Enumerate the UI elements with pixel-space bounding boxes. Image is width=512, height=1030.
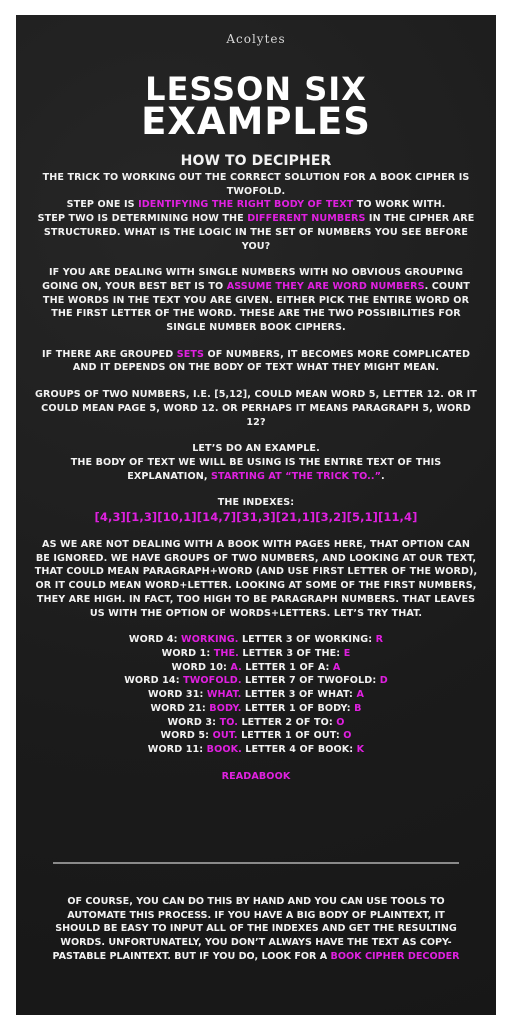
step-word: A.: [230, 661, 242, 673]
example-b-highlight: STARTING AT “THE TRICK TO..”: [211, 470, 382, 482]
grouped-paragraph: [34, 348, 478, 375]
book-cipher-decoder-highlight: BOOK CIPHER DECODER: [330, 950, 460, 962]
step-word: OUT.: [212, 730, 238, 742]
step-letter: A: [332, 661, 341, 673]
step-word: WHAT.: [206, 689, 242, 701]
footer-paragraph: [46, 895, 466, 964]
step-word: BODY.: [209, 702, 242, 714]
intro-b-pre: STEP ONE IS: [66, 199, 139, 211]
example-paragraph: [34, 442, 478, 483]
step-letter: E: [343, 647, 351, 659]
step-word-number: WORD 1:: [161, 647, 214, 659]
indexes-value: [4,3][1,3][10,1][14,7][31,3][21,1][3,2][5,1][11,4]: [94, 510, 418, 525]
step-word: TWOFOLD.: [183, 675, 242, 687]
step-word-number: WORD 3:: [167, 716, 220, 728]
example-b-pre: THE BODY OF TEXT WE WILL BE USING IS THE ENTIRE TEXT OF THIS EXPLANATION,: [70, 456, 442, 482]
example-b-post: .: [381, 470, 385, 482]
step-word-number: WORD 10:: [171, 661, 231, 673]
decode-step: [34, 633, 478, 647]
groups-two-paragraph: GROUPS OF TWO NUMBERS, I.E. [5,12], COULD MEAN WORD 5, LETTER 12. OR IT COULD MEAN PAGE 5, WORD 12. OR PERHAPS IT MEANS PARAGRAPH 5, WORD 12?: [35, 389, 477, 428]
step-letter: R: [375, 634, 384, 646]
analysis-paragraph: AS WE ARE NOT DEALING WITH A BOOK WITH PAGES HERE, THAT OPTION CAN BE IGNORED. WE HAVE GROUPS OF TWO NUMBERS, AND LOOKING AT OUR TEXT, THAT COULD MEAN PARAGRAPH+WORD (AND USE FIRST LETTER OF THE WORD), OR IT COULD MEAN WORD+LETTER. LOOKING AT SOME OF THE FIRST NUMBERS, THEY ARE HIGH. IN FACT, TOO HIGH TO BE PARAGRAPH NUMBERS. THAT LEAVES US WITH THE OPTION OF WORDS+LETTERS. LET’S TRY THAT.: [34, 539, 478, 619]
step-word-number: WORD 4:: [128, 634, 182, 646]
step-letter: A: [356, 689, 364, 701]
step-letter-text: LETTER 3 OF WHAT:: [241, 689, 357, 701]
step-letter-text: LETTER 2 OF TO:: [238, 716, 337, 728]
decode-step: [34, 729, 478, 743]
section-heading: HOW TO DECIPHER: [180, 153, 332, 169]
step-letter: K: [356, 743, 365, 755]
step-word-number: WORD 14:: [124, 675, 184, 687]
decoded-answer: READABOOK: [221, 770, 291, 782]
decode-step: [34, 647, 478, 661]
step-word-number: WORD 21:: [150, 702, 210, 714]
intro-b-highlight: IDENTIFYING THE RIGHT BODY OF TEXT: [138, 199, 354, 211]
step-letter-text: LETTER 1 OF A:: [241, 661, 333, 673]
step-letter: O: [343, 730, 352, 742]
decode-steps: [34, 633, 478, 756]
step-word: WORKING.: [181, 634, 239, 646]
decode-step: [34, 661, 478, 675]
intro-paragraph: [34, 171, 478, 253]
step-letter-text: LETTER 7 OF TWOFOLD:: [241, 675, 380, 687]
step-word: TO.: [219, 716, 238, 728]
example-line-a: LET’S DO AN EXAMPLE.: [192, 443, 320, 455]
decode-step: [34, 688, 478, 702]
single-numbers-paragraph: [34, 266, 478, 335]
grouped-pre: IF THERE ARE GROUPED: [41, 348, 177, 360]
step-letter: D: [379, 675, 388, 687]
single-post: . COUNT THE WORDS IN THE TEXT YOU ARE GIVEN. EITHER PICK THE ENTIRE WORD OR THE FIRST LETTER OF THE WORD. THESE ARE THE TWO POSSIBILITIES FOR SINGLE NUMBER BOOK CIPHERS.: [42, 280, 470, 334]
step-word-number: WORD 5:: [160, 730, 213, 742]
decode-step: [34, 674, 478, 688]
step-word: THE.: [213, 647, 239, 659]
intro-line-a: THE TRICK TO WORKING OUT THE CORRECT SOLUTION FOR A BOOK CIPHER IS TWOFOLD.: [42, 172, 470, 197]
step-word-number: WORD 31:: [148, 689, 207, 701]
step-letter-text: LETTER 1 OF OUT:: [237, 730, 344, 742]
acolytes-logo: Acolytes: [226, 32, 286, 46]
step-letter-text: LETTER 3 OF THE:: [238, 647, 344, 659]
footer: [46, 895, 466, 964]
step-letter: B: [354, 702, 362, 714]
divider: [53, 862, 459, 864]
step-letter: O: [336, 716, 345, 728]
grouped-highlight: SETS: [176, 348, 205, 360]
step-letter-text: LETTER 4 OF BOOK:: [241, 743, 357, 755]
step-letter-text: LETTER 1 OF BODY:: [241, 702, 355, 714]
step-word: BOOK.: [206, 743, 242, 755]
title-line-1: LESSON SIX: [145, 70, 367, 108]
grouped-post: OF NUMBERS, IT BECOMES MORE COMPLICATED AND IT DEPENDS ON THE BODY OF TEXT WHAT THEY MIGHT MEAN.: [72, 348, 471, 374]
single-pre: IF YOU ARE DEALING WITH SINGLE NUMBERS WITH NO OBVIOUS GROUPING GOING ON, YOUR BEST BET IS TO: [42, 267, 464, 292]
lesson-poster: [16, 15, 496, 1015]
intro-c-highlight: DIFFERENT NUMBERS: [247, 213, 366, 225]
step-letter-text: LETTER 3 OF WORKING:: [238, 634, 376, 646]
decode-step: [34, 702, 478, 716]
intro-c-pre: STEP TWO IS DETERMINING HOW THE: [37, 213, 248, 225]
intro-c-post: IN THE CIPHER ARE STRUCTURED. WHAT IS THE LOGIC IN THE SET OF NUMBERS YOU SEE BEFORE YOU?: [43, 213, 475, 252]
title-line-2: EXAMPLES: [141, 100, 371, 143]
lesson-body: [34, 153, 478, 783]
intro-b-post: TO WORK WITH.: [353, 199, 446, 211]
step-word-number: WORD 11:: [147, 743, 207, 755]
single-highlight: ASSUME THEY ARE WORD NUMBERS: [226, 280, 425, 292]
decode-step: [34, 716, 478, 730]
footer-pre: OF COURSE, YOU CAN DO THIS BY HAND AND YOU CAN USE TOOLS TO AUTOMATE THIS PROCESS. IF YOU HAVE A BIG BODY OF PLAINTEXT, IT SHOULD BE EASY TO INPUT ALL OF THE INDEXES AND GET THE RESULTING WORDS. UNFORTUNATELY, YOU DON’T ALWAYS HAVE THE TEXT AS COPY-PASTABLE PLAINTEXT. BUT IF YOU DO, LOOK FOR A: [52, 896, 457, 962]
indexes-label: THE INDEXES:: [217, 497, 295, 509]
decode-step: [34, 743, 478, 757]
